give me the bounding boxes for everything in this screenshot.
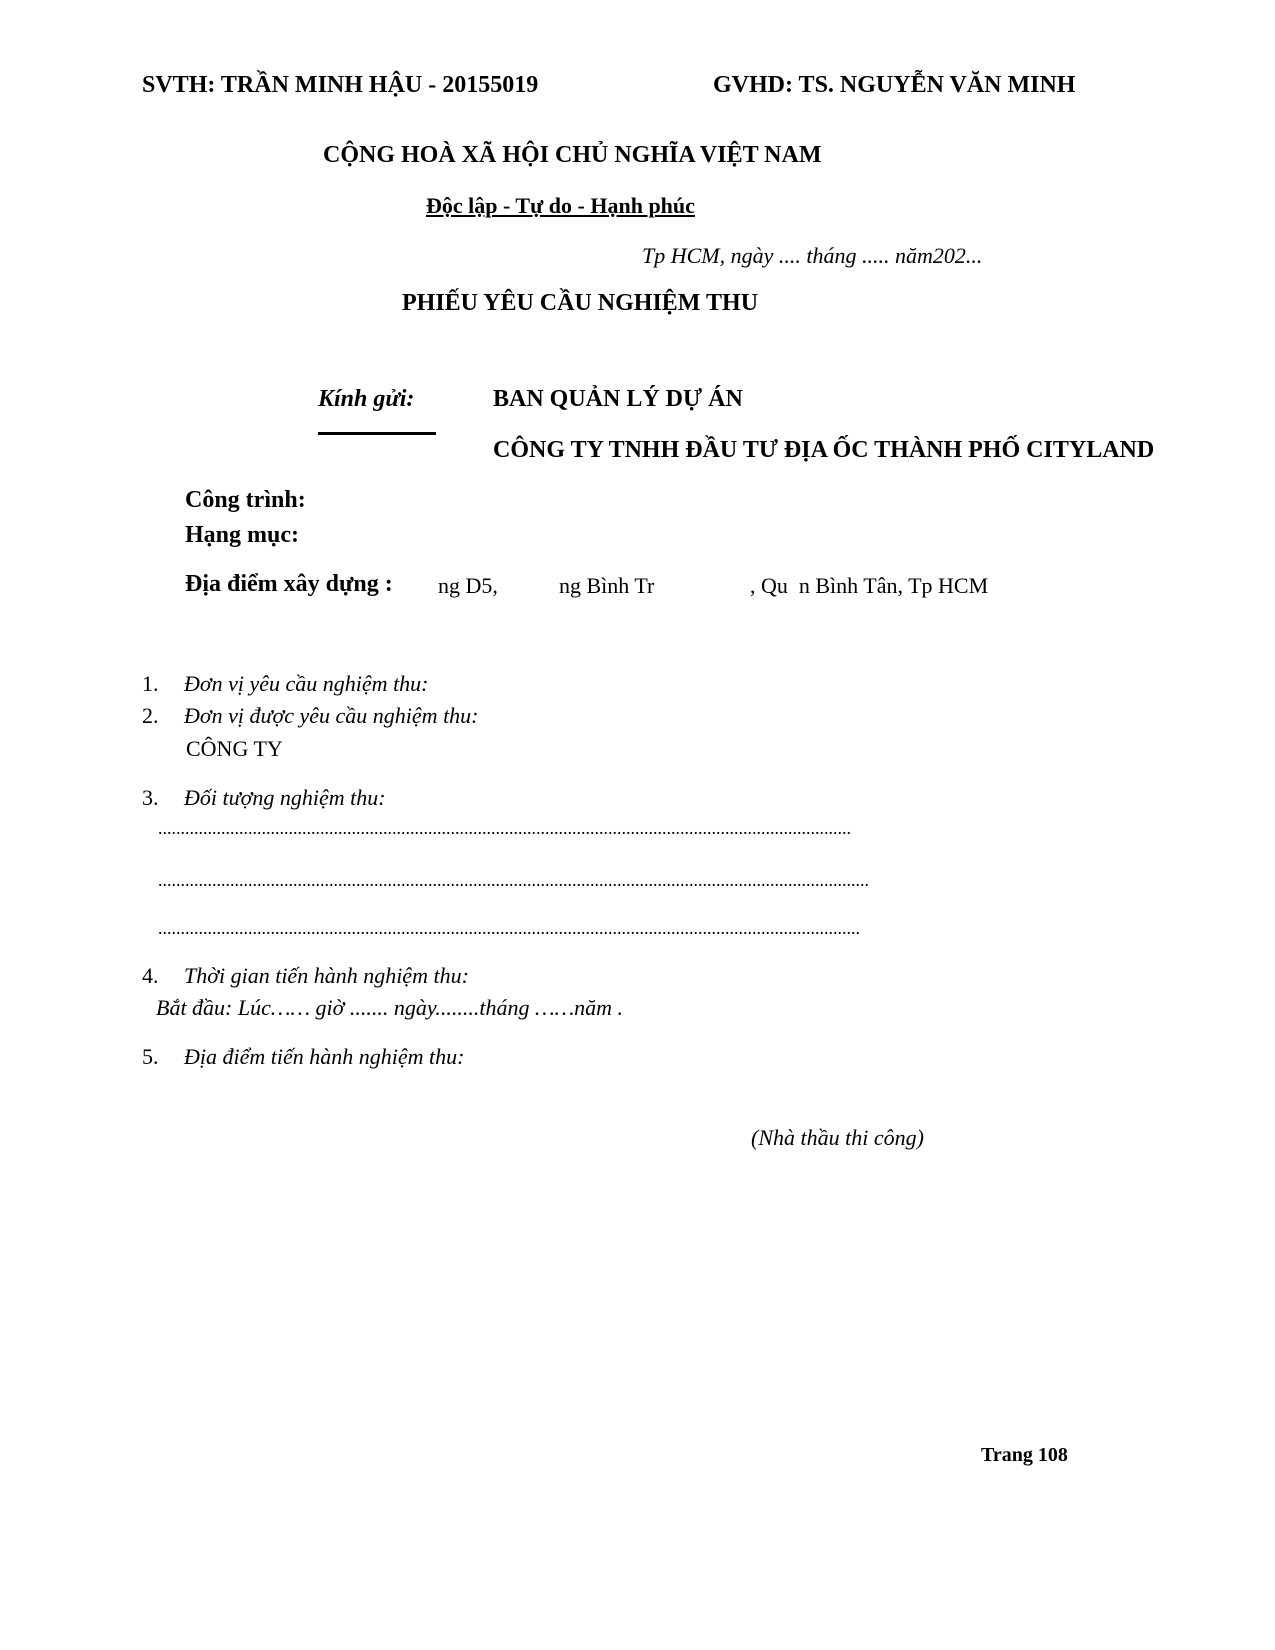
recipient-line2: CÔNG TY TNHH ĐẦU TƯ ĐỊA ỐC THÀNH PHỐ CITYLAND [493, 437, 1155, 463]
item2-value: CÔNG TY [186, 736, 283, 761]
item4-value: Bắt đầu: Lúc…… giờ ....... ngày........tháng ……năm . [156, 995, 624, 1020]
form-title: PHIẾU YÊU CẦU NGHIỆM THU [402, 290, 759, 316]
item5-label: Địa điểm tiến hành nghiệm thu: [184, 1044, 465, 1069]
recipient-line1: BAN QUẢN LÝ DỰ ÁN [493, 386, 743, 412]
recipient-underline [318, 432, 436, 435]
location-part2: ng Bình Tr [559, 573, 655, 598]
item2-number: 2. [142, 703, 159, 728]
hang-muc-label: Hạng mục: [185, 522, 299, 548]
page-number: Trang 108 [981, 1444, 1068, 1466]
item3-label: Đối tượng nghiệm thu: [184, 785, 386, 810]
item1-label: Đơn vị yêu cầu nghiệm thu: [184, 671, 429, 696]
date-line: Tp HCM, ngày .... tháng ..... năm202... [642, 243, 983, 268]
item4-label: Thời gian tiến hành nghiệm thu: [184, 963, 469, 988]
dotted-line-1: .......................................................................................................................................................... [158, 818, 851, 838]
item5-number: 5. [142, 1044, 159, 1069]
cong-trinh-label: Công trình: [185, 487, 306, 513]
dotted-line-3: ............................................................................................................................................................ [158, 918, 860, 938]
location-part1: ng D5, [438, 573, 498, 598]
item1-number: 1. [142, 671, 159, 696]
item2-label: Đơn vị được yêu cầu nghiệm thu: [184, 703, 479, 728]
item4-number: 4. [142, 963, 159, 988]
location-label: Địa điểm xây dựng : [185, 571, 393, 597]
location-part3: , Qu n Bình Tân, Tp HCM [750, 573, 989, 598]
signature-label: (Nhà thầu thi công) [751, 1125, 924, 1150]
nation-title: CỘNG HOÀ XÃ HỘI CHỦ NGHĨA VIỆT NAM [323, 142, 822, 168]
recipient-label: Kính gửi: [318, 386, 415, 412]
header-student: SVTH: TRẦN MINH HẬU - 20155019 [142, 72, 539, 98]
item3-number: 3. [142, 785, 159, 810]
nation-motto: Độc lập - Tự do - Hạnh phúc [426, 193, 695, 218]
header-advisor: GVHD: TS. NGUYỄN VĂN MINH [713, 72, 1076, 98]
dotted-line-2: .............................................................................................................................................................. [158, 870, 869, 890]
